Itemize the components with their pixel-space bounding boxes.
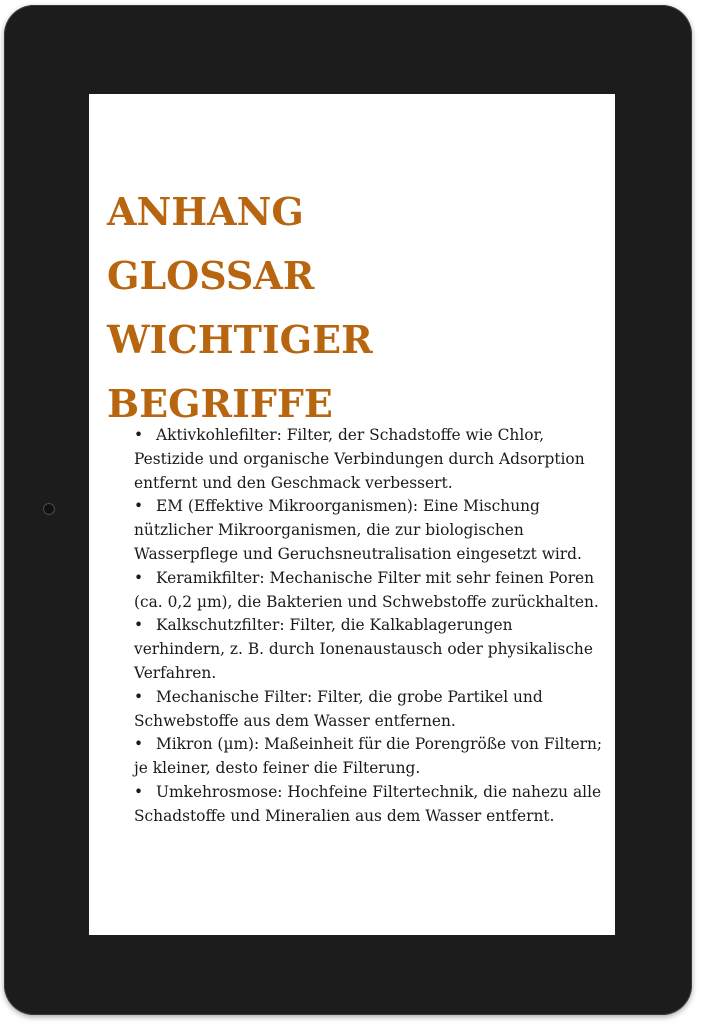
glossary-entry-text: Mechanische Filter: Filter, die grobe Partikel und Schwebstoffe aus dem Wasser entfernen. <box>134 687 543 730</box>
glossary-entry-text: EM (Effektive Mikroorganismen): Eine Mischung nützlicher Mikroorganismen, die zur biologischen Wasserpflege und Geruchsneutralisation eingesetzt wird. <box>134 497 582 563</box>
bullet-icon: • <box>134 426 144 444</box>
chapter-heading-line: ANHANG <box>107 189 304 234</box>
glossary-entry <box>134 567 606 615</box>
glossary-entry <box>134 614 606 685</box>
chapter-heading-line: BEGRIFFE <box>107 381 333 426</box>
glossary-entry-text: Umkehrosmose: Hochfeine Filtertechnik, die nahezu alle Schadstoffe und Mineralien aus dem Wasser entfernt. <box>134 782 602 825</box>
bullet-icon: • <box>134 735 144 754</box>
glossary-entry-text: Aktivkohlefilter: Filter, der Schadstoffe wie Chlor, Pestizide und organische Verbindungen durch Adsorption entfernt und den Geschmack verbessert. <box>134 426 585 492</box>
front-camera-icon <box>43 503 55 515</box>
glossary-entry-text: Kalkschutzfilter: Filter, die Kalkablagerungen verhindern, z. B. durch Ionenaustausch oder physikalische Verfahren. <box>134 616 593 682</box>
ebook-page[interactable] <box>89 94 615 935</box>
glossary-list <box>134 424 606 829</box>
bullet-icon: • <box>134 687 144 706</box>
chapter-heading-line: GLOSSAR <box>107 253 315 298</box>
glossary-entry <box>134 686 606 734</box>
glossary-entry <box>134 781 606 829</box>
bullet-icon: • <box>134 497 144 516</box>
bullet-icon: • <box>134 616 144 635</box>
chapter-heading-line: WICHTIGER <box>107 317 373 362</box>
glossary-entry-text: Mikron (µm): Maßeinheit für die Porengröße von Filtern; je kleiner, desto feiner die Filterung. <box>134 735 603 778</box>
glossary-entry <box>134 733 606 781</box>
glossary-entry-text: Keramikfilter: Mechanische Filter mit sehr feinen Poren (ca. 0,2 µm), die Bakterien und Schwebstoffe zurückhalten. <box>134 568 599 611</box>
chapter-heading <box>107 180 373 436</box>
glossary-entry <box>134 495 606 566</box>
bullet-icon: • <box>134 782 144 801</box>
bullet-icon: • <box>134 568 144 587</box>
glossary-entry <box>134 424 606 495</box>
tablet-device-frame <box>4 5 692 1015</box>
